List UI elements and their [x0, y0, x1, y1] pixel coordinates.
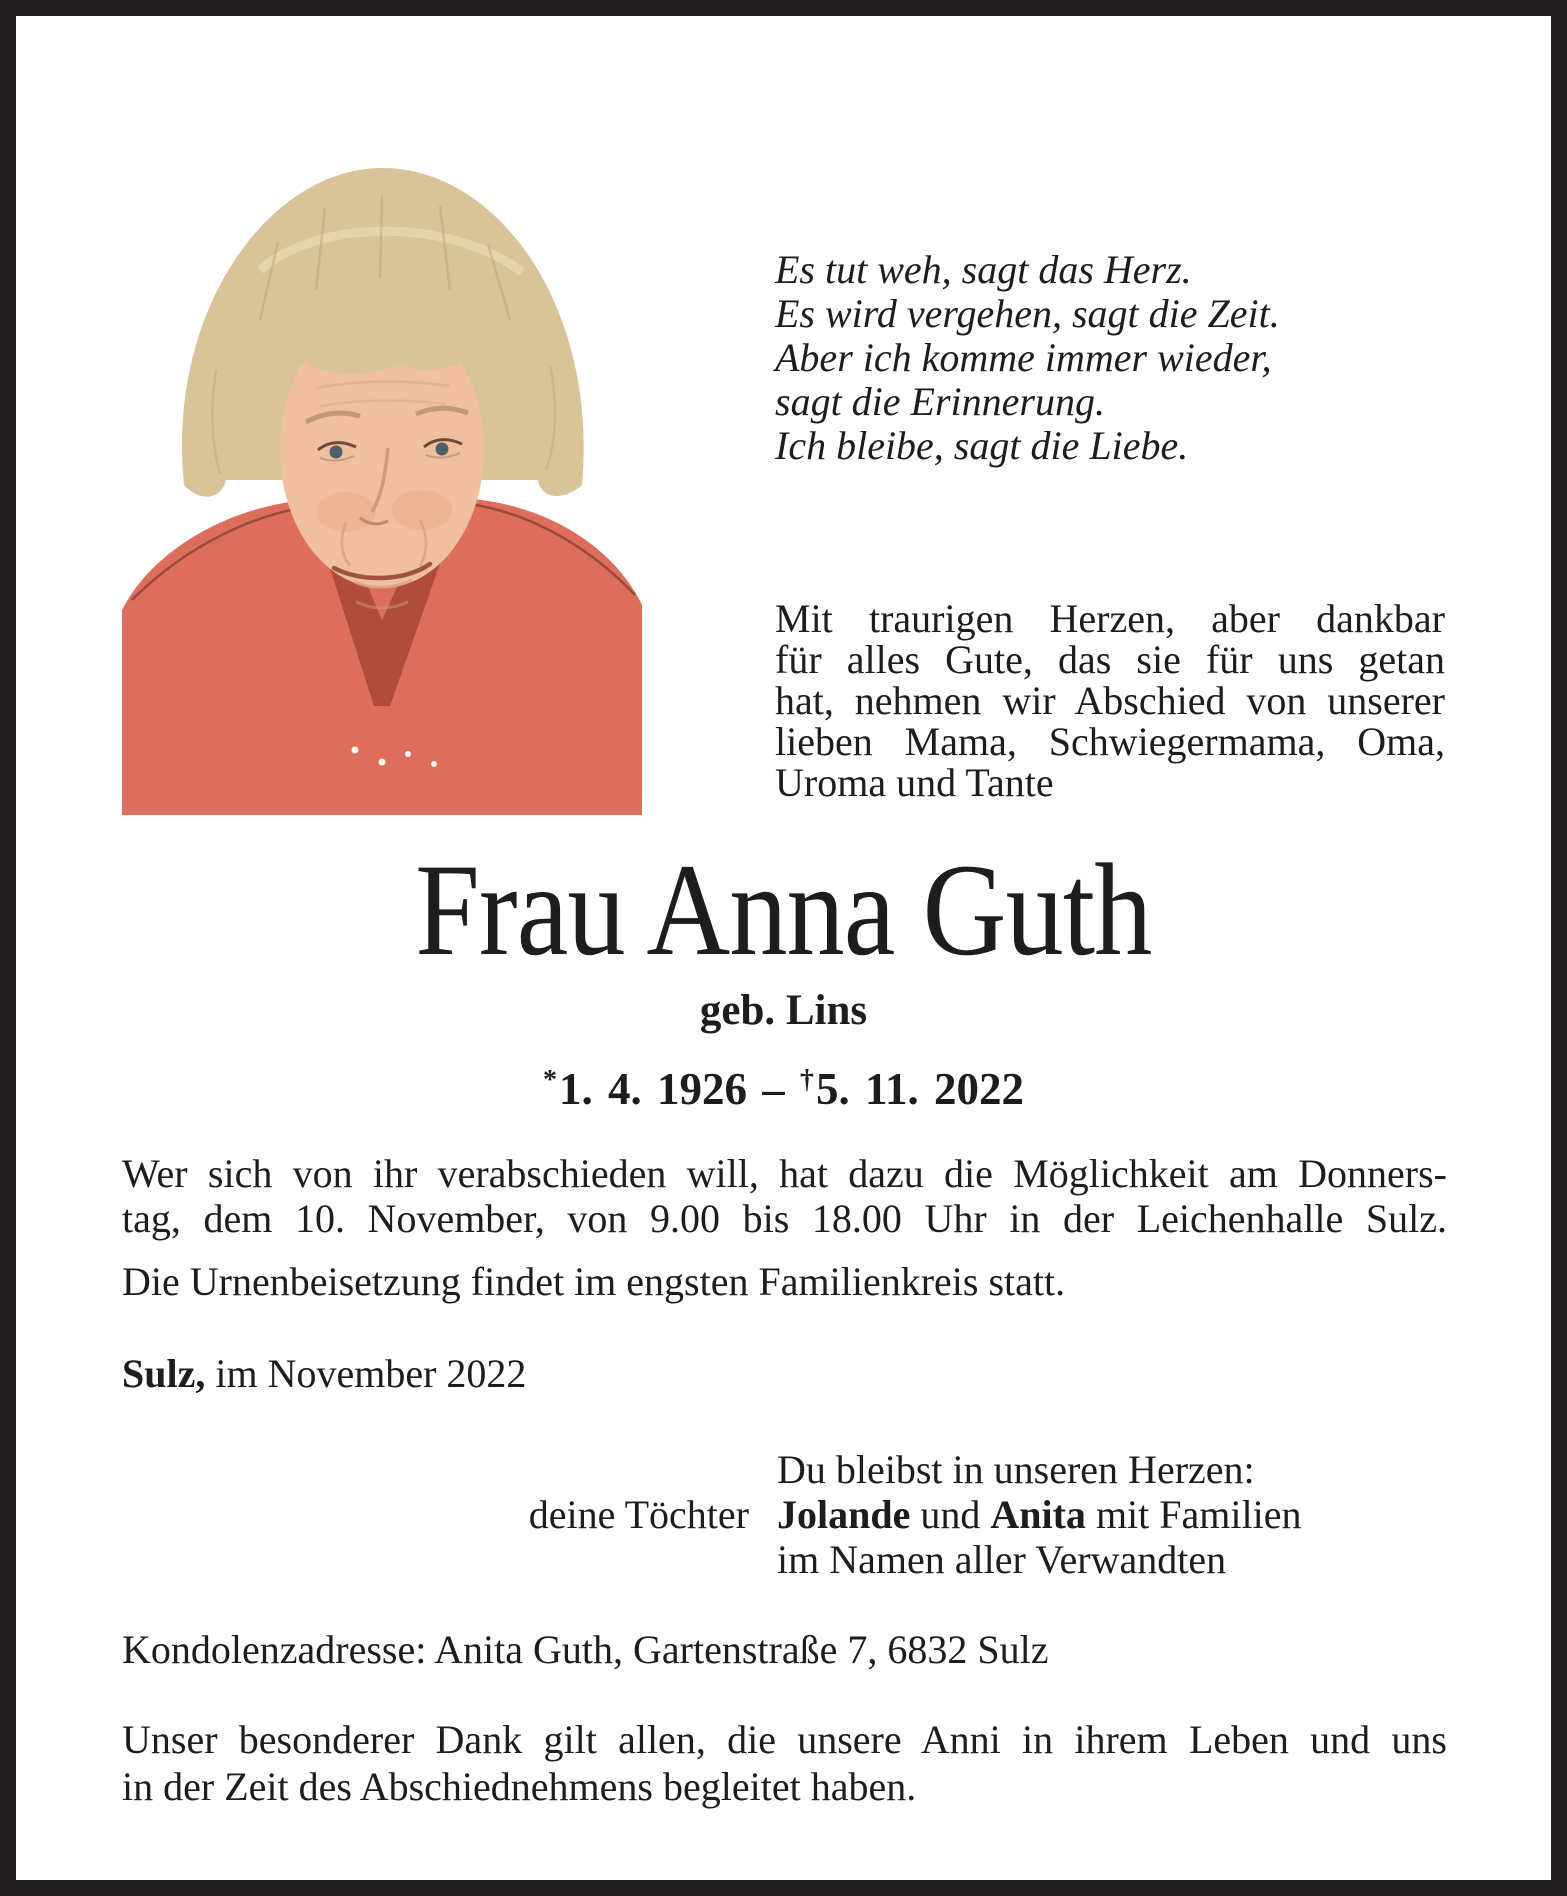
- sequin: [405, 751, 411, 757]
- viewing-info: [122, 1151, 1447, 1241]
- daughter-name: Jolande: [777, 1492, 911, 1537]
- place-date-line: [122, 1351, 1447, 1396]
- condolence-address: Kondolenzadresse: Anita Guth, Gartenstraße 7, 6832 Sulz: [122, 1627, 1049, 1672]
- poem-line: sagt die Erinnerung.: [775, 379, 1105, 424]
- intro-line: hat, nehmen wir Abschied von unserer: [775, 678, 1445, 723]
- deceased-name: [0, 836, 1567, 983]
- intro-line: lieben Mama, Schwiegermama, Oma,: [775, 719, 1445, 764]
- date-separator: –: [762, 1064, 785, 1114]
- mourners-line: Du bleibst in unseren Herzen:: [777, 1447, 1255, 1492]
- memorial-poem: [775, 248, 1280, 468]
- cheek-left: [316, 492, 376, 532]
- mourners-line: [528, 1492, 1302, 1537]
- eye-right: [436, 443, 449, 456]
- death-symbol: †: [799, 1064, 816, 1095]
- intro-line: für alles Gute, das sie für uns getan: [775, 637, 1445, 682]
- intro-line: Mit traurigen Herzen, aber dankbar: [775, 596, 1445, 641]
- thanks-paragraph: [122, 1716, 1447, 1810]
- life-dates: [0, 1056, 1567, 1113]
- thanks-line: Unser besonderer Dank gilt allen, die unsere Anni in ihrem Leben und uns: [122, 1717, 1447, 1762]
- birth-symbol: *: [543, 1064, 559, 1095]
- eye-left: [330, 446, 343, 459]
- place-date: im November 2022: [215, 1351, 527, 1396]
- place-name: Sulz,: [122, 1351, 206, 1396]
- portrait-photo: [120, 150, 645, 815]
- poem-line: Ich bleibe, sagt die Liebe.: [775, 423, 1189, 468]
- poem-line: Es wird vergehen, sagt die Zeit.: [775, 291, 1280, 336]
- poem-line: Es tut weh, sagt das Herz.: [775, 247, 1192, 292]
- intro-line: Uroma und Tante: [775, 760, 1054, 805]
- sequin: [379, 759, 386, 766]
- mourners-suffix: mit Familien: [1095, 1492, 1302, 1537]
- urn-burial-note: Die Urnenbeisetzung findet im engsten Familienkreis statt.: [122, 1259, 1066, 1304]
- sequin: [352, 747, 359, 754]
- poem-line: Aber ich komme immer wieder,: [775, 335, 1272, 380]
- daughters-label: deine Töchter: [528, 1492, 749, 1537]
- conjunction: und: [920, 1492, 981, 1537]
- deceased-name-text: Frau Anna Guth: [415, 836, 1152, 983]
- sequin: [431, 761, 437, 767]
- mourners-block: [528, 1447, 1302, 1582]
- thanks-line: in der Zeit des Abschiednehmens begleitet haben.: [122, 1764, 917, 1809]
- mourners-line: im Namen aller Verwandten: [777, 1537, 1227, 1582]
- viewing-line: tag, dem 10. November, von 9.00 bis 18.00 Uhr in der Leichenhalle Sulz.: [122, 1196, 1447, 1241]
- birth-date: 1. 4. 1926: [558, 1064, 747, 1114]
- daughter-name: Anita: [990, 1492, 1086, 1537]
- maiden-name: geb. Lins: [699, 987, 868, 1034]
- death-date: 5. 11. 2022: [815, 1064, 1024, 1114]
- viewing-line: Wer sich von ihr verabschieden will, hat dazu die Möglichkeit am Donners-: [122, 1151, 1447, 1196]
- farewell-intro: [775, 598, 1445, 803]
